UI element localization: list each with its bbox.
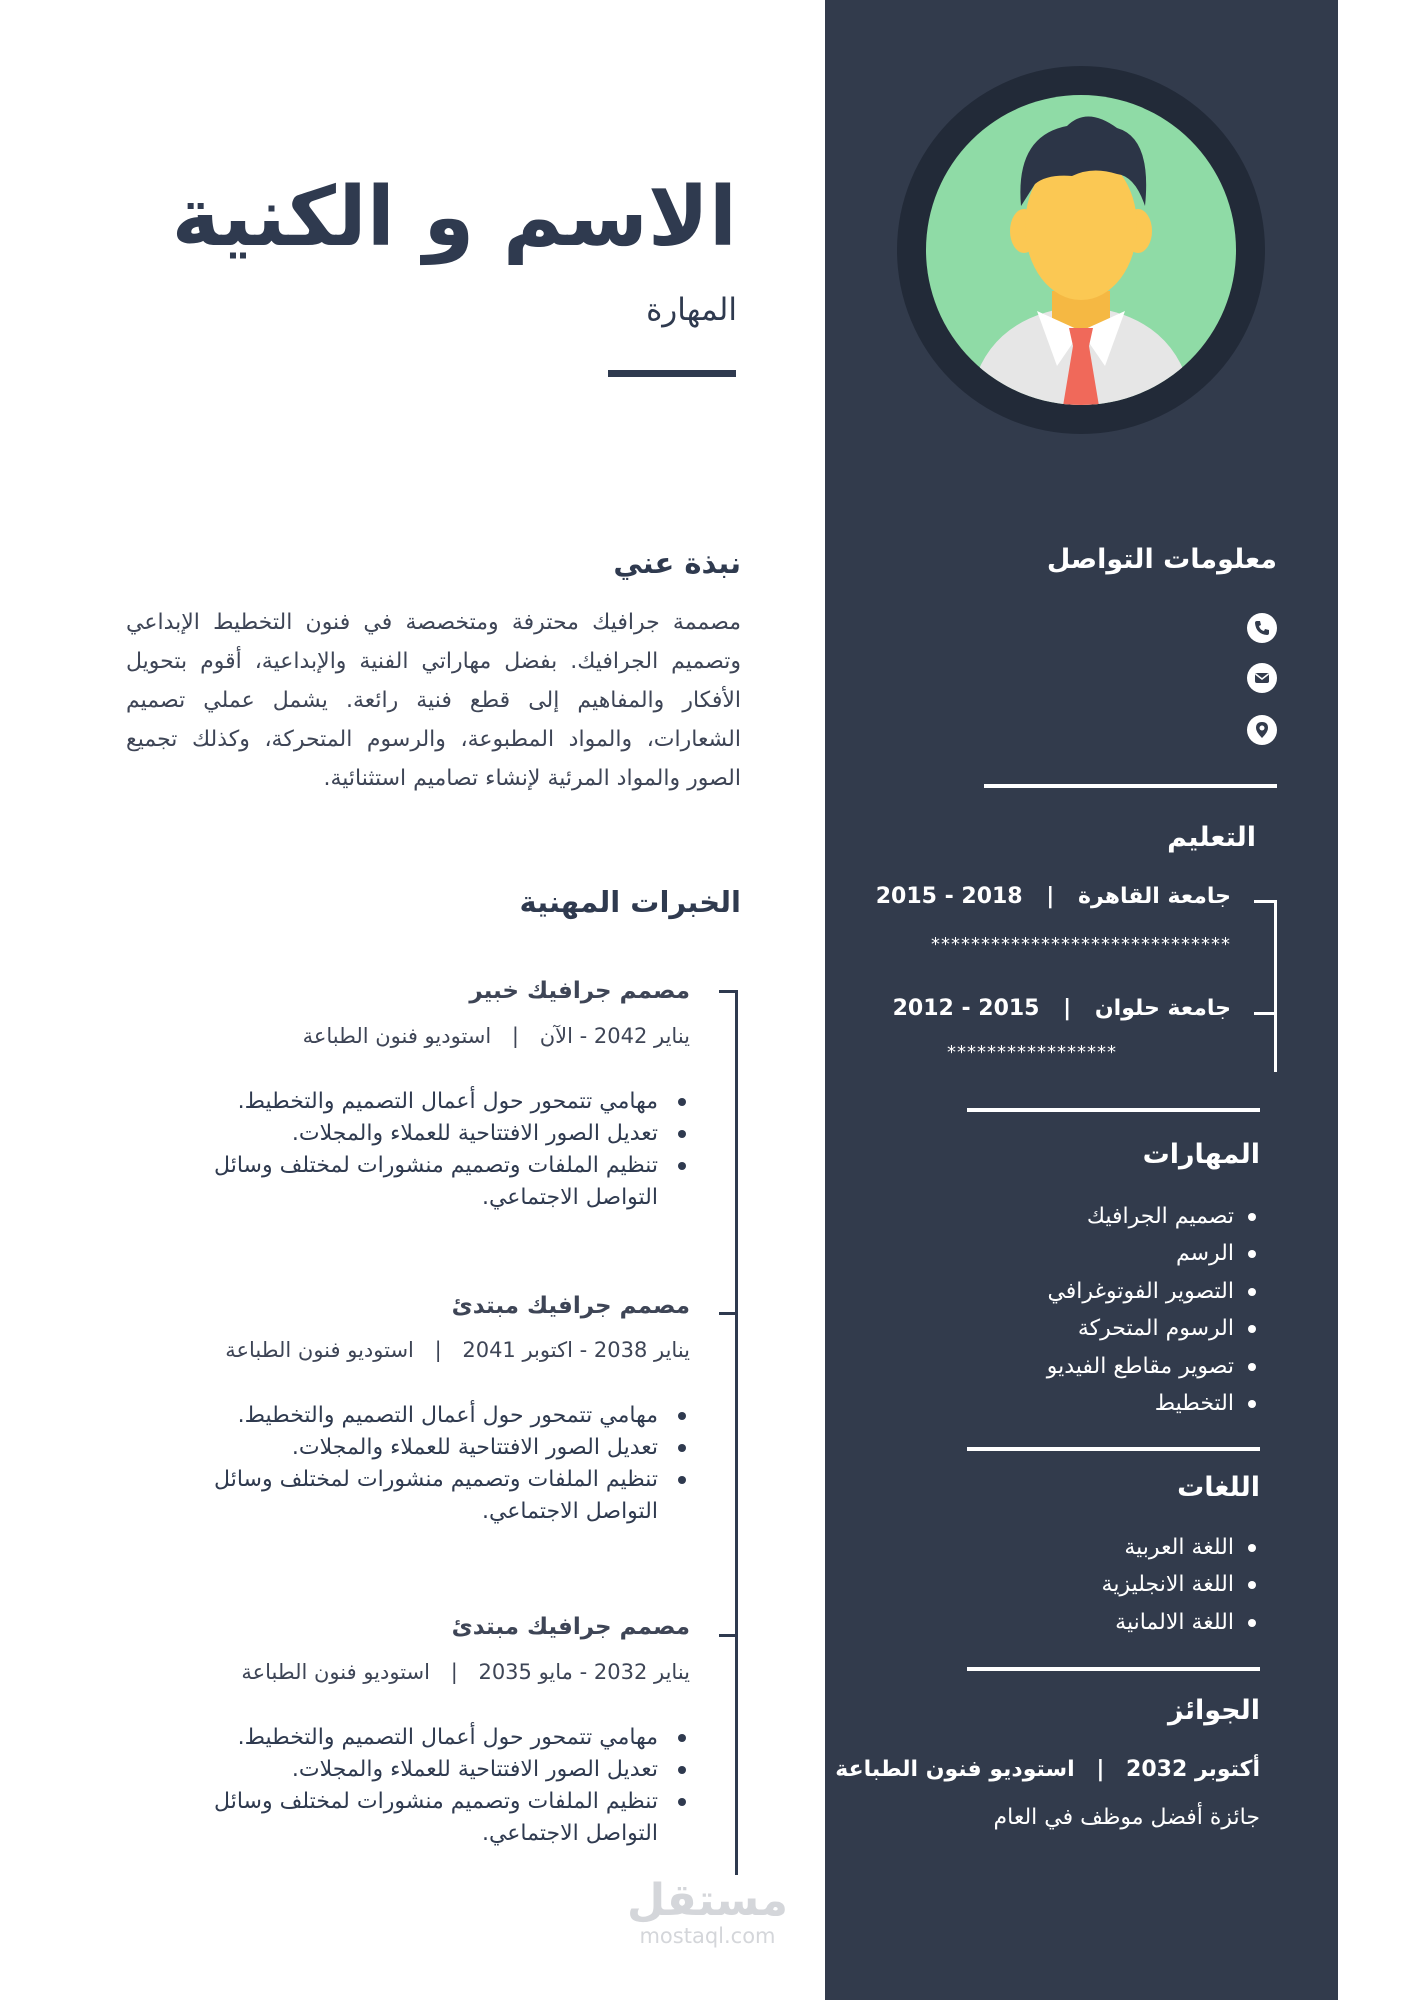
list-item: تصميم الجرافيك xyxy=(1047,1198,1260,1235)
list-item: تنظيم الملفات وتصميم منشورات لمختلف وسائل التواصل الاجتماعي. xyxy=(190,1464,690,1528)
list-item: اللغة الالمانية xyxy=(1102,1604,1260,1641)
experience-title: الخبرات المهنية xyxy=(519,885,741,919)
list-item: مهامي تتمحور حول أعمال التصميم والتخطيط. xyxy=(190,1400,690,1432)
education-stars: ****************************** xyxy=(931,934,1231,955)
list-item: اللغة الانجليزية xyxy=(1102,1566,1260,1603)
separator: | xyxy=(1046,884,1055,909)
timeline-line xyxy=(735,990,738,1875)
job-meta xyxy=(225,1338,690,1362)
school-years: 2015 - 2018 xyxy=(875,884,1023,909)
watermark-brand: مستقل xyxy=(627,1875,788,1926)
job-meta xyxy=(303,1024,690,1048)
school-name: جامعة حلوان xyxy=(1094,996,1231,1021)
education-title: التعليم xyxy=(1167,822,1256,853)
list-item: التصوير الفوتوغرافي xyxy=(1047,1273,1260,1310)
languages-title: اللغات xyxy=(1177,1472,1260,1503)
list-item: مهامي تتمحور حول أعمال التصميم والتخطيط. xyxy=(190,1722,690,1754)
timeline-tick xyxy=(719,1634,738,1637)
divider xyxy=(967,1447,1260,1451)
languages-list xyxy=(1102,1529,1260,1641)
job-company: استوديو فنون الطباعة xyxy=(302,1024,492,1048)
job-title: مصمم جرافيك مبتدئ xyxy=(451,1293,690,1319)
education-entry xyxy=(876,884,1231,909)
watermark-url: mostaql.com xyxy=(639,1924,776,1948)
job-dates: يناير 2038 - اكتوبر 2041 xyxy=(462,1338,690,1362)
separator: | xyxy=(434,1338,442,1362)
job-company: استوديو فنون الطباعة xyxy=(241,1660,430,1684)
job-tasks xyxy=(190,1400,690,1528)
person-avatar-icon xyxy=(897,66,1265,434)
awards-title: الجوائز xyxy=(1168,1695,1260,1726)
separator: | xyxy=(1063,996,1072,1021)
award-entry xyxy=(835,1757,1260,1782)
watermark xyxy=(620,1875,795,1948)
separator: | xyxy=(1096,1757,1105,1782)
separator: | xyxy=(450,1660,458,1684)
divider xyxy=(967,1667,1260,1671)
divider xyxy=(967,1108,1260,1112)
education-bracket xyxy=(1274,900,1277,1072)
list-item: الرسوم المتحركة xyxy=(1047,1310,1260,1347)
location-icon xyxy=(1247,715,1277,745)
list-item: اللغة العربية xyxy=(1102,1529,1260,1566)
job-title: مصمم جرافيك مبتدئ xyxy=(451,1614,690,1640)
about-text: مصممة جرافيك محترفة ومتخصصة في فنون التخطيط الإبداعي وتصميم الجرافيك. بفضل مهاراتي الفنية والإبداعية، أقوم بتحويل الأفكار والمفاهيم إلى قطع فنية رائعة. يشمل عملي تصميم الشعارات، والمواد المطبوعة، والرسوم المتحركة، وكذلك تجميع الصور والمواد المرئية لإنشاء تصاميم استثنائية. xyxy=(126,610,741,791)
list-item: تعديل الصور الافتتاحية للعملاء والمجلات. xyxy=(190,1432,690,1464)
job-tasks xyxy=(190,1722,690,1850)
job-tasks xyxy=(190,1086,690,1214)
contact-title: معلومات التواصل xyxy=(1046,544,1277,575)
job-dates: يناير 2042 - الآن xyxy=(539,1024,690,1048)
school-name: جامعة القاهرة xyxy=(1078,884,1231,909)
timeline-tick xyxy=(719,990,738,993)
list-item: الرسم xyxy=(1047,1235,1260,1272)
award-date: أكتوبر 2032 xyxy=(1126,1757,1260,1782)
title-underline xyxy=(608,370,736,377)
job-meta xyxy=(241,1660,690,1684)
job-title: مصمم جرافيك خبير xyxy=(469,978,690,1004)
list-item: تعديل الصور الافتتاحية للعملاء والمجلات. xyxy=(190,1754,690,1786)
list-item: تصوير مقاطع الفيديو xyxy=(1047,1348,1260,1385)
school-years: 2012 - 2015 xyxy=(892,996,1040,1021)
timeline-tick xyxy=(719,1312,738,1315)
list-item: مهامي تتمحور حول أعمال التصميم والتخطيط. xyxy=(190,1086,690,1118)
role-title: المهارة xyxy=(646,292,737,328)
award-name: جائزة أفضل موظف في العام xyxy=(993,1805,1260,1830)
education-tick xyxy=(1254,900,1276,903)
award-org: استوديو فنون الطباعة xyxy=(835,1757,1075,1782)
education-tick xyxy=(1254,1012,1276,1015)
email-icon xyxy=(1247,663,1277,693)
divider xyxy=(984,784,1277,788)
full-name: الاسم و الكنية xyxy=(171,170,737,265)
list-item: تنظيم الملفات وتصميم منشورات لمختلف وسائل التواصل الاجتماعي. xyxy=(190,1150,690,1214)
avatar xyxy=(897,66,1265,434)
list-item: تعديل الصور الافتتاحية للعملاء والمجلات. xyxy=(190,1118,690,1150)
skills-list xyxy=(1047,1198,1260,1422)
education-entry xyxy=(893,996,1231,1021)
separator: | xyxy=(511,1024,519,1048)
phone-icon xyxy=(1247,613,1277,643)
list-item: تنظيم الملفات وتصميم منشورات لمختلف وسائل التواصل الاجتماعي. xyxy=(190,1786,690,1850)
about-title: نبذة عني xyxy=(613,546,741,580)
education-stars: ***************** xyxy=(947,1042,1117,1063)
skills-title: المهارات xyxy=(1142,1139,1260,1170)
job-company: استوديو فنون الطباعة xyxy=(225,1338,414,1362)
job-dates: يناير 2032 - مايو 2035 xyxy=(478,1660,690,1684)
list-item: التخطيط xyxy=(1047,1385,1260,1422)
